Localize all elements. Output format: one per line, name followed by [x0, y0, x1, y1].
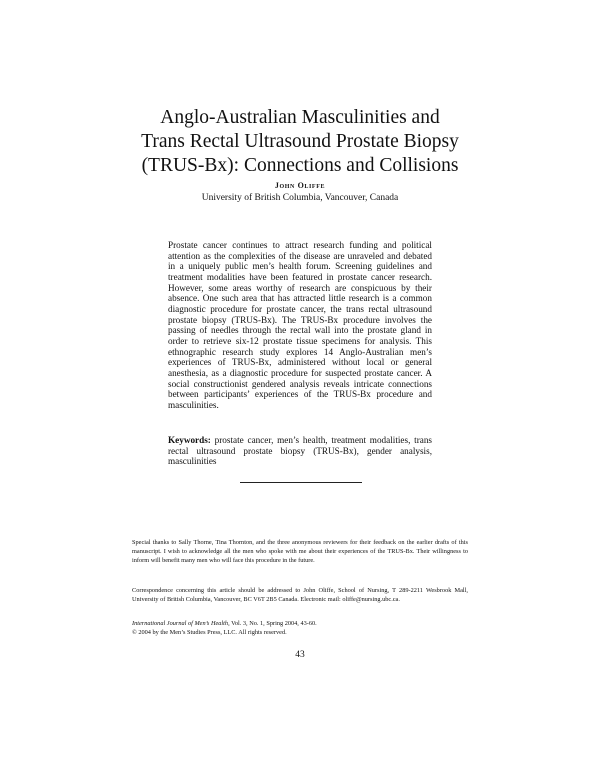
- article-title: [100, 106, 500, 178]
- page-number: 43: [295, 650, 305, 660]
- author-affiliation: University of British Columbia, Vancouver, Canada: [201, 193, 399, 203]
- citation-block: [132, 619, 468, 637]
- citation-details: , Vol. 3, No. 1, Spring 2004, 43-60.: [228, 620, 317, 627]
- citation-line: [132, 619, 468, 628]
- acknowledgement-note: Special thanks to Sally Thorne, Tina Thornton, and the three anonymous reviewers for their feedback on the earlier drafts of this manuscript. I wish to acknowledge all the men who spoke with me about their experiences of the TRUS-Bx. Their willingness to inform will benefit many men who will face this procedure in the future.: [132, 539, 468, 564]
- keywords-label: Keywords:: [168, 435, 211, 445]
- copyright-line: © 2004 by the Men’s Studies Press, LLC. All rights reserved.: [132, 629, 287, 636]
- section-divider: [240, 482, 362, 483]
- title-line-3: (TRUS-Bx): Connections and Collisions: [141, 155, 459, 176]
- correspondence-note: Correspondence concerning this article should be addressed to John Oliffe, School of Nursing, T 289-2211 Wesbrook Mall, University of British Columbia, Vancouver, BC V6T 2B5 Canada. Electronic mail: oliffe@nursing.ubc.ca.: [132, 587, 468, 603]
- title-line-1: Anglo-Australian Masculinities and: [160, 107, 440, 128]
- keywords: [168, 435, 432, 467]
- journal-name: International Journal of Men’s Health: [132, 620, 229, 627]
- author-name: John Oliffe: [274, 181, 326, 190]
- abstract: Prostate cancer continues to attract research funding and political attention as the complexities of the disease are unraveled and debated in a uniquely public men’s health forum. Screening guidelines and treatment modalities have been featured in prostate cancer research. However, some areas worthy of research are conspicuous by their absence. One such area that has attracted little research is a common diagnostic procedure for prostate cancer, the trans rectal ultrasound prostate biopsy (TRUS-Bx). The TRUS-Bx procedure involves the passing of needles through the rectal wall into the prostate gland in order to retrieve six-12 prostate tissue specimens for analysis. This ethnographic research study explores 14 Anglo-Australian men’s experiences of TRUS-Bx, administered without local or general anesthesia, as a diagnostic procedure for suspected prostate cancer. A social constructionist gendered analysis reveals intricate connections between participants’ experiences of the TRUS-Bx procedure and masculinities.: [168, 240, 432, 410]
- keywords-text: prostate cancer, men’s health, treatment modalities, trans rectal ultrasound prostate biopsy (TRUS-Bx), gender analysis, masculinities: [168, 435, 432, 467]
- title-line-2: Trans Rectal Ultrasound Prostate Biopsy: [141, 131, 459, 152]
